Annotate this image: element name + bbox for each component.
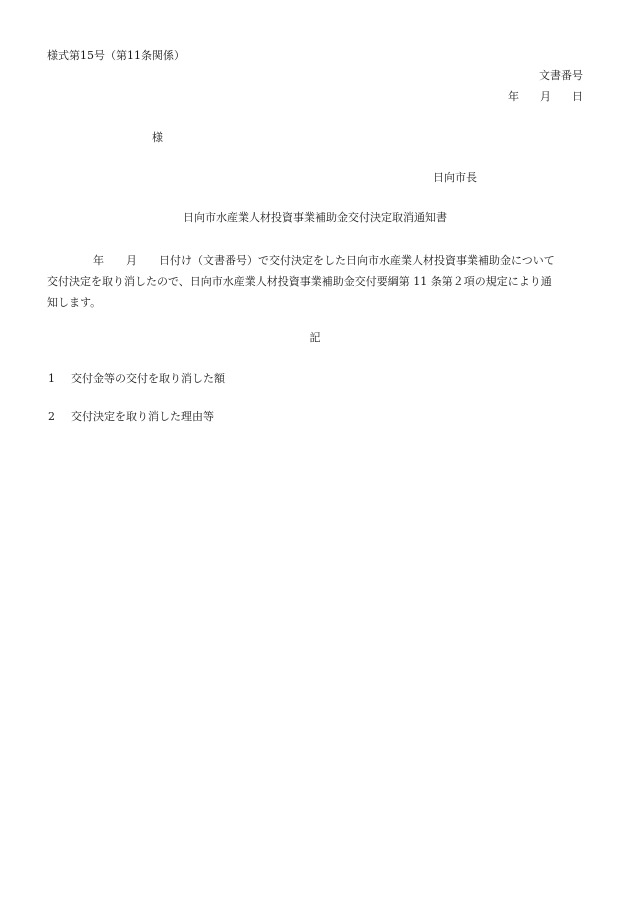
document-title: 日向市水産業人材投資事業補助金交付決定取消通知書 — [183, 211, 447, 224]
body-year-label: 年 — [93, 254, 104, 267]
sender-name: 日向市長 — [433, 171, 477, 184]
list-item-number: 1 — [48, 372, 55, 385]
list-item-text: 交付金等の交付を取り消した額 — [71, 372, 225, 385]
body-month-label: 月 — [126, 254, 137, 267]
list-item-text: 交付決定を取り消した理由等 — [71, 410, 214, 423]
list-item — [48, 411, 214, 422]
body-line-1 — [47, 250, 583, 271]
body-paragraph — [47, 250, 583, 313]
list-item-number: 2 — [48, 410, 55, 423]
date-day-label: 日 — [572, 90, 583, 103]
body-line-2: 交付決定を取り消したので、日向市水産業人材投資事業補助金交付要綱第 11 条第２項の規定により通 — [47, 275, 552, 288]
ki-heading: 記 — [309, 331, 321, 344]
form-number: 様式第15号（第11条関係） — [47, 49, 185, 62]
date-line — [508, 91, 583, 102]
addressee-suffix: 様 — [152, 131, 163, 144]
body-line-3: 知します。 — [47, 296, 102, 309]
date-month-label: 月 — [540, 90, 551, 103]
document-number-label: 文書番号 — [539, 69, 583, 82]
date-year-label: 年 — [508, 90, 519, 103]
list-item — [48, 373, 225, 384]
body-line-1-text: 日付け（文書番号）で交付決定をした日向市水産業人材投資事業補助金について — [159, 254, 555, 267]
